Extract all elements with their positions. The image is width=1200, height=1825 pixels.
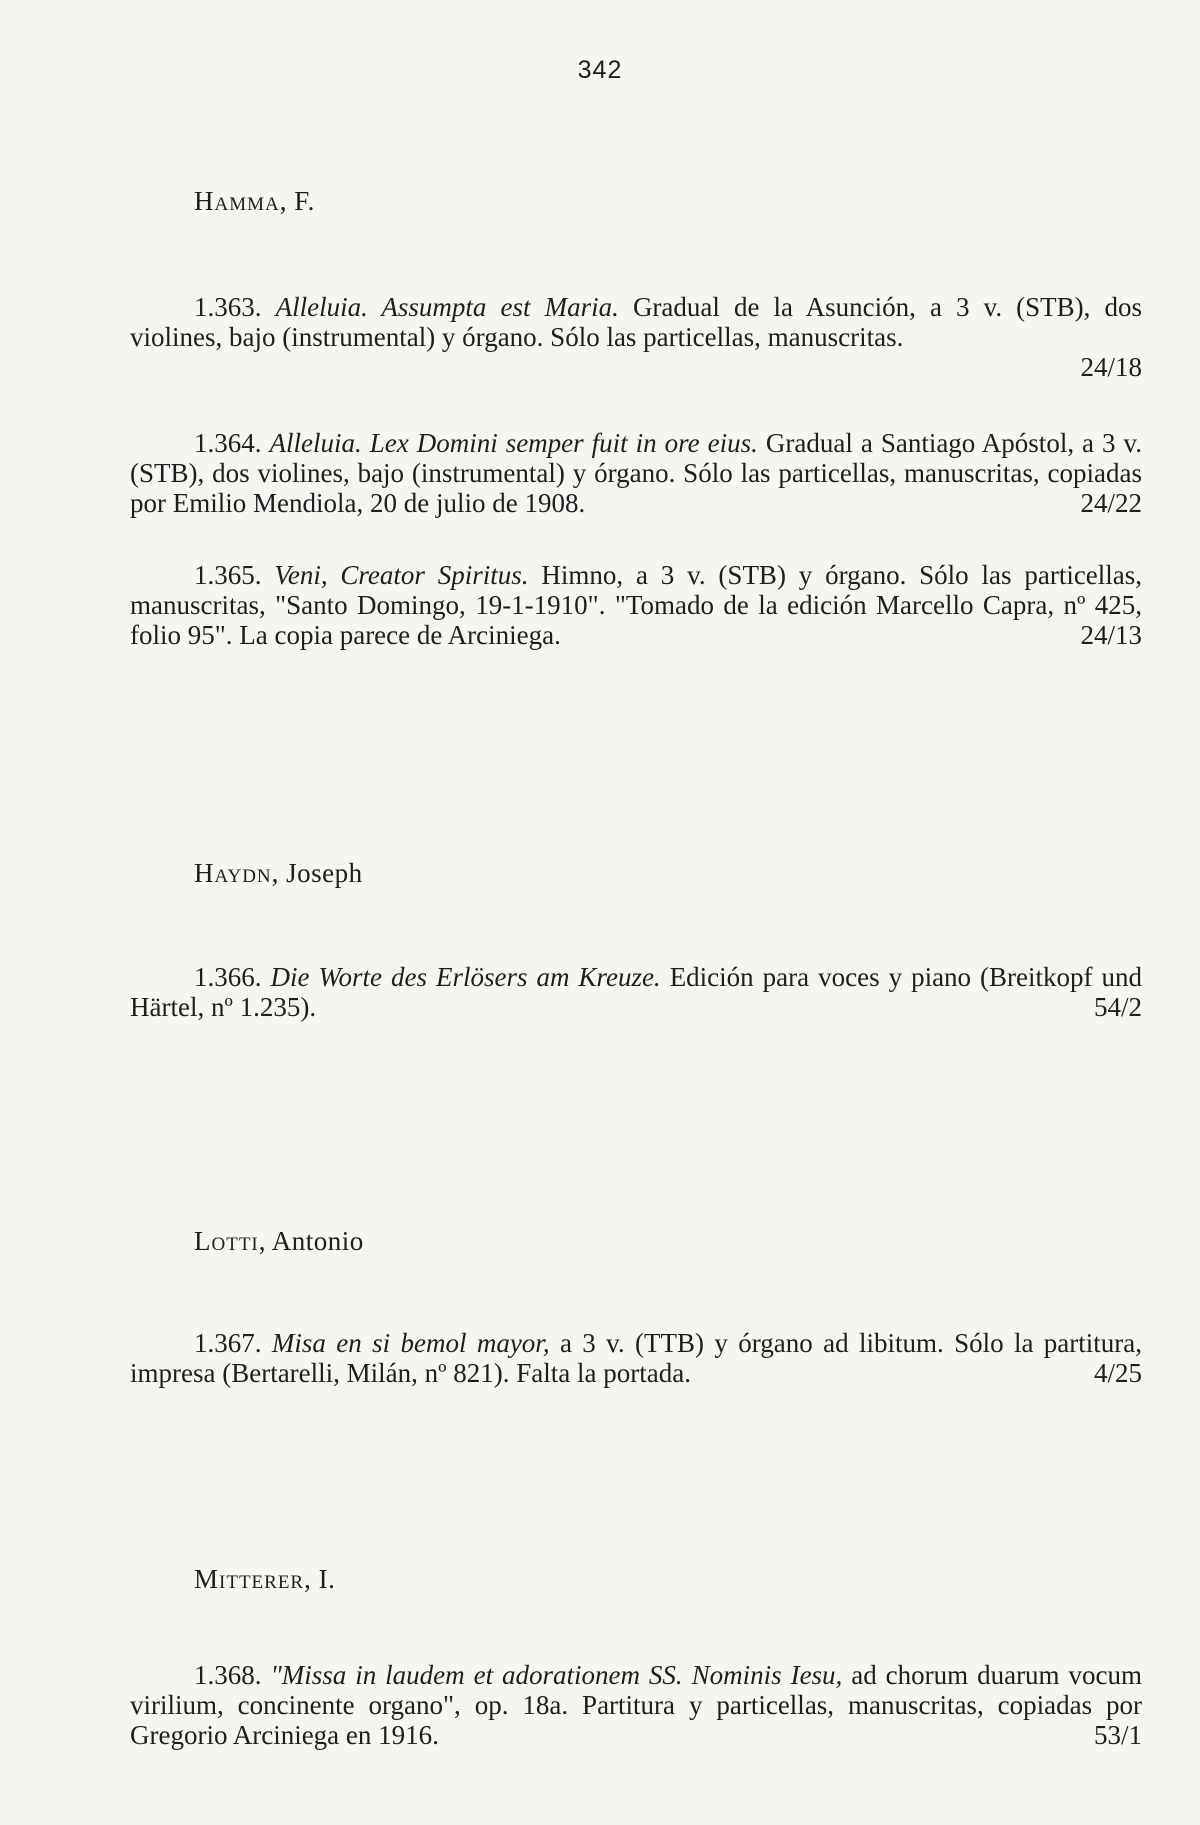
entry-number: 1.365. [194, 560, 262, 590]
catalog-entry-1363 [130, 292, 1142, 382]
section-heading-haydn [194, 858, 363, 889]
entry-number: 1.368. [194, 1660, 262, 1690]
heading-surname: Hamma [194, 186, 280, 216]
entry-text: Himno, a 3 v. (STB) y órgano. Sólo las particellas, manuscritas, "Santo Domingo, 19-1-1910". "Tomado de la edición Marcello Capra, nº 425, folio 95". La copia parece de Arciniega. [130, 560, 1143, 650]
catalog-entry-1367 [130, 1328, 1142, 1388]
entry-title: Alleluia. Assumpta est Maria. [275, 292, 619, 322]
catalog-entry-1366 [130, 962, 1142, 1022]
catalog-entry-1365 [130, 560, 1142, 650]
page-number: 342 [577, 56, 623, 84]
entry-signature: 24/18 [1080, 352, 1142, 382]
entry-signature: 53/1 [1093, 1720, 1142, 1750]
entry-signature: 24/13 [1080, 620, 1142, 650]
entry-text: ad chorum duarum vocum virilium, concinente organo", op. 18a. Partitura y particellas, manuscritas, copiadas por Gregorio Arciniega en 1916. [130, 1660, 1142, 1750]
entry-number: 1.363. [194, 292, 262, 322]
heading-surname: Mitterer [194, 1564, 305, 1594]
heading-rest: , Antonio [258, 1226, 364, 1256]
entry-signature: 54/2 [1093, 992, 1142, 1022]
entry-signature: 4/25 [1093, 1358, 1142, 1388]
section-heading-lotti [194, 1226, 364, 1257]
catalog-entry-1368 [130, 1660, 1142, 1750]
entry-text: Edición para voces y piano (Breitkopf und Härtel, nº 1.235). [130, 962, 1143, 1022]
entry-number: 1.364. [194, 428, 262, 458]
entry-text: Gradual a Santiago Apóstol, a 3 v. (STB), dos violines, bajo (instrumental) y órgano. Sólo las particellas, manuscritas, copiadas por Emilio Mendiola, 20 de julio de 1908. [130, 428, 1143, 518]
heading-surname: Lotti [194, 1226, 259, 1256]
section-heading-mitterer [194, 1564, 335, 1595]
heading-rest: , I. [304, 1564, 336, 1594]
heading-surname: Haydn [194, 858, 272, 888]
entry-number: 1.366. [194, 962, 262, 992]
entry-title: "Missa in laudem et adorationem SS. Nominis Iesu, [270, 1660, 843, 1690]
entry-title: Alleluia. Lex Domini semper fuit in ore eius. [269, 428, 758, 458]
entry-text: a 3 v. (TTB) y órgano ad libitum. Sólo la partitura, impresa (Bertarelli, Milán, nº 821). Falta la portada. [130, 1328, 1143, 1388]
entry-number: 1.367. [194, 1328, 262, 1358]
entry-title: Die Worte des Erlösers am Kreuze. [270, 962, 661, 992]
heading-rest: , F. [279, 186, 315, 216]
entry-text: Gradual de la Asunción, a 3 v. (STB), dos violines, bajo (instrumental) y órgano. Sólo las particellas, manuscritas. [130, 292, 1143, 352]
entry-title: Veni, Creator Spiritus. [274, 560, 529, 590]
entry-signature: 24/22 [1080, 488, 1142, 518]
heading-rest: , Joseph [271, 858, 363, 888]
catalog-entry-1364 [130, 428, 1142, 518]
section-heading-hamma [194, 186, 315, 217]
entry-title: Misa en si bemol mayor, [271, 1328, 550, 1358]
